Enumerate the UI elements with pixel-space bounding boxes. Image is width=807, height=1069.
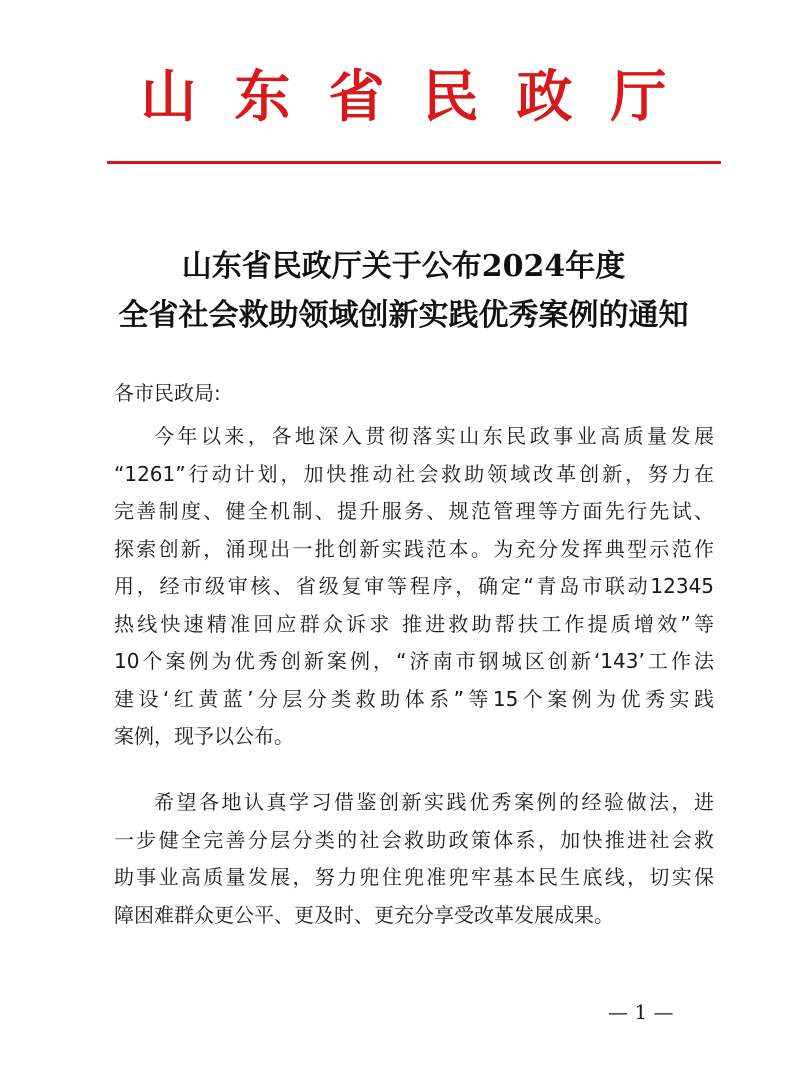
paragraph-2-line: 障困难群众更公平、更及时、更充分享受改革发展成果。 — [114, 902, 614, 927]
paragraph-1-line: 热线快速精准回应群众诉求 推进救助帮扶工作提质增效”等 — [114, 611, 714, 636]
paragraph-1-line: 探索创新，涌现出一批创新实践范本。为充分发挥典型示范作 — [114, 536, 714, 561]
salutation: 各市民政局: — [114, 381, 221, 405]
page-number: — 1 — — [608, 1000, 674, 1024]
paragraph-1-line: 案例，现予以公布。 — [114, 724, 294, 748]
paragraph-1-line: 建设‘红黄蓝’分层分类救助体系”等15个案例为优秀实践 — [114, 686, 714, 711]
document-title-line-1: 山东省民政厅关于公布2024年度 — [181, 249, 626, 284]
paragraph-1-line: 完善制度、健全机制、提升服务、规范管理等方面先行先试、 — [114, 499, 714, 523]
masthead-red-rule — [107, 161, 721, 164]
masthead-title: 山东省民政厅 — [140, 64, 705, 130]
paragraph-1-line: 用，经市级审核、省级复审等程序，确定“青岛市联动12345 — [114, 574, 714, 598]
paragraph-1-line: “1261”行动计划，加快推动社会救助领域改革创新，努力在 — [114, 461, 714, 486]
paragraph-1 — [114, 418, 714, 756]
paragraph-2 — [114, 784, 714, 934]
paragraph-1-line: 今年以来，各地深入贯彻落实山东民政事业高质量发展 — [154, 424, 714, 448]
paragraph-2-line: 一步健全完善分层分类的社会救助政策体系，加快推进社会救 — [114, 827, 714, 852]
document-title-line-2: 全省社会救助领域创新实践优秀案例的通知 — [118, 298, 689, 333]
paragraph-2-line: 希望各地认真学习借鉴创新实践优秀案例的经验做法，进 — [154, 790, 714, 814]
paragraph-2-line: 助事业高质量发展，努力兜住兜准兜牢基本民生底线，切实保 — [114, 865, 714, 889]
paragraph-1-line: 10个案例为优秀创新案例，“济南市钢城区创新‘143’工作法 — [114, 649, 714, 673]
